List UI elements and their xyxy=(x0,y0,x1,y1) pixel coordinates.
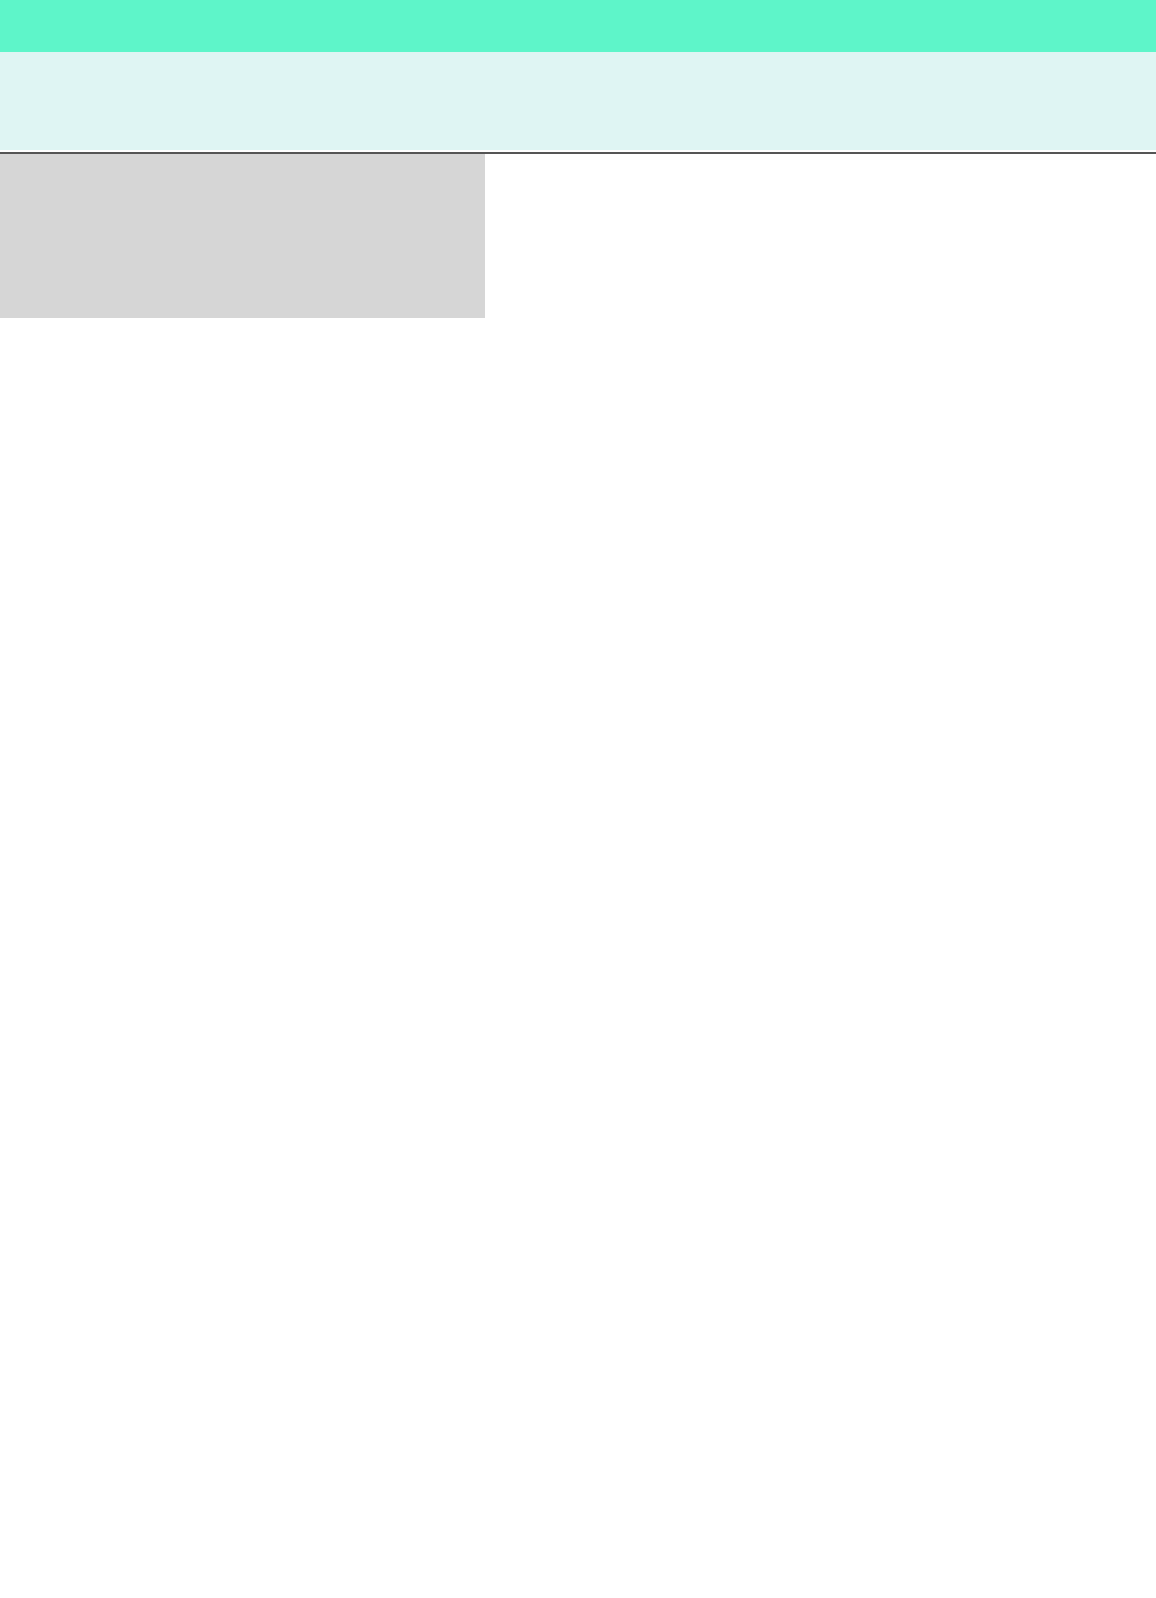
summary-section xyxy=(0,152,1156,318)
instructions-note xyxy=(0,52,1156,150)
page-banner xyxy=(0,0,1156,52)
report-title-block xyxy=(0,154,485,318)
